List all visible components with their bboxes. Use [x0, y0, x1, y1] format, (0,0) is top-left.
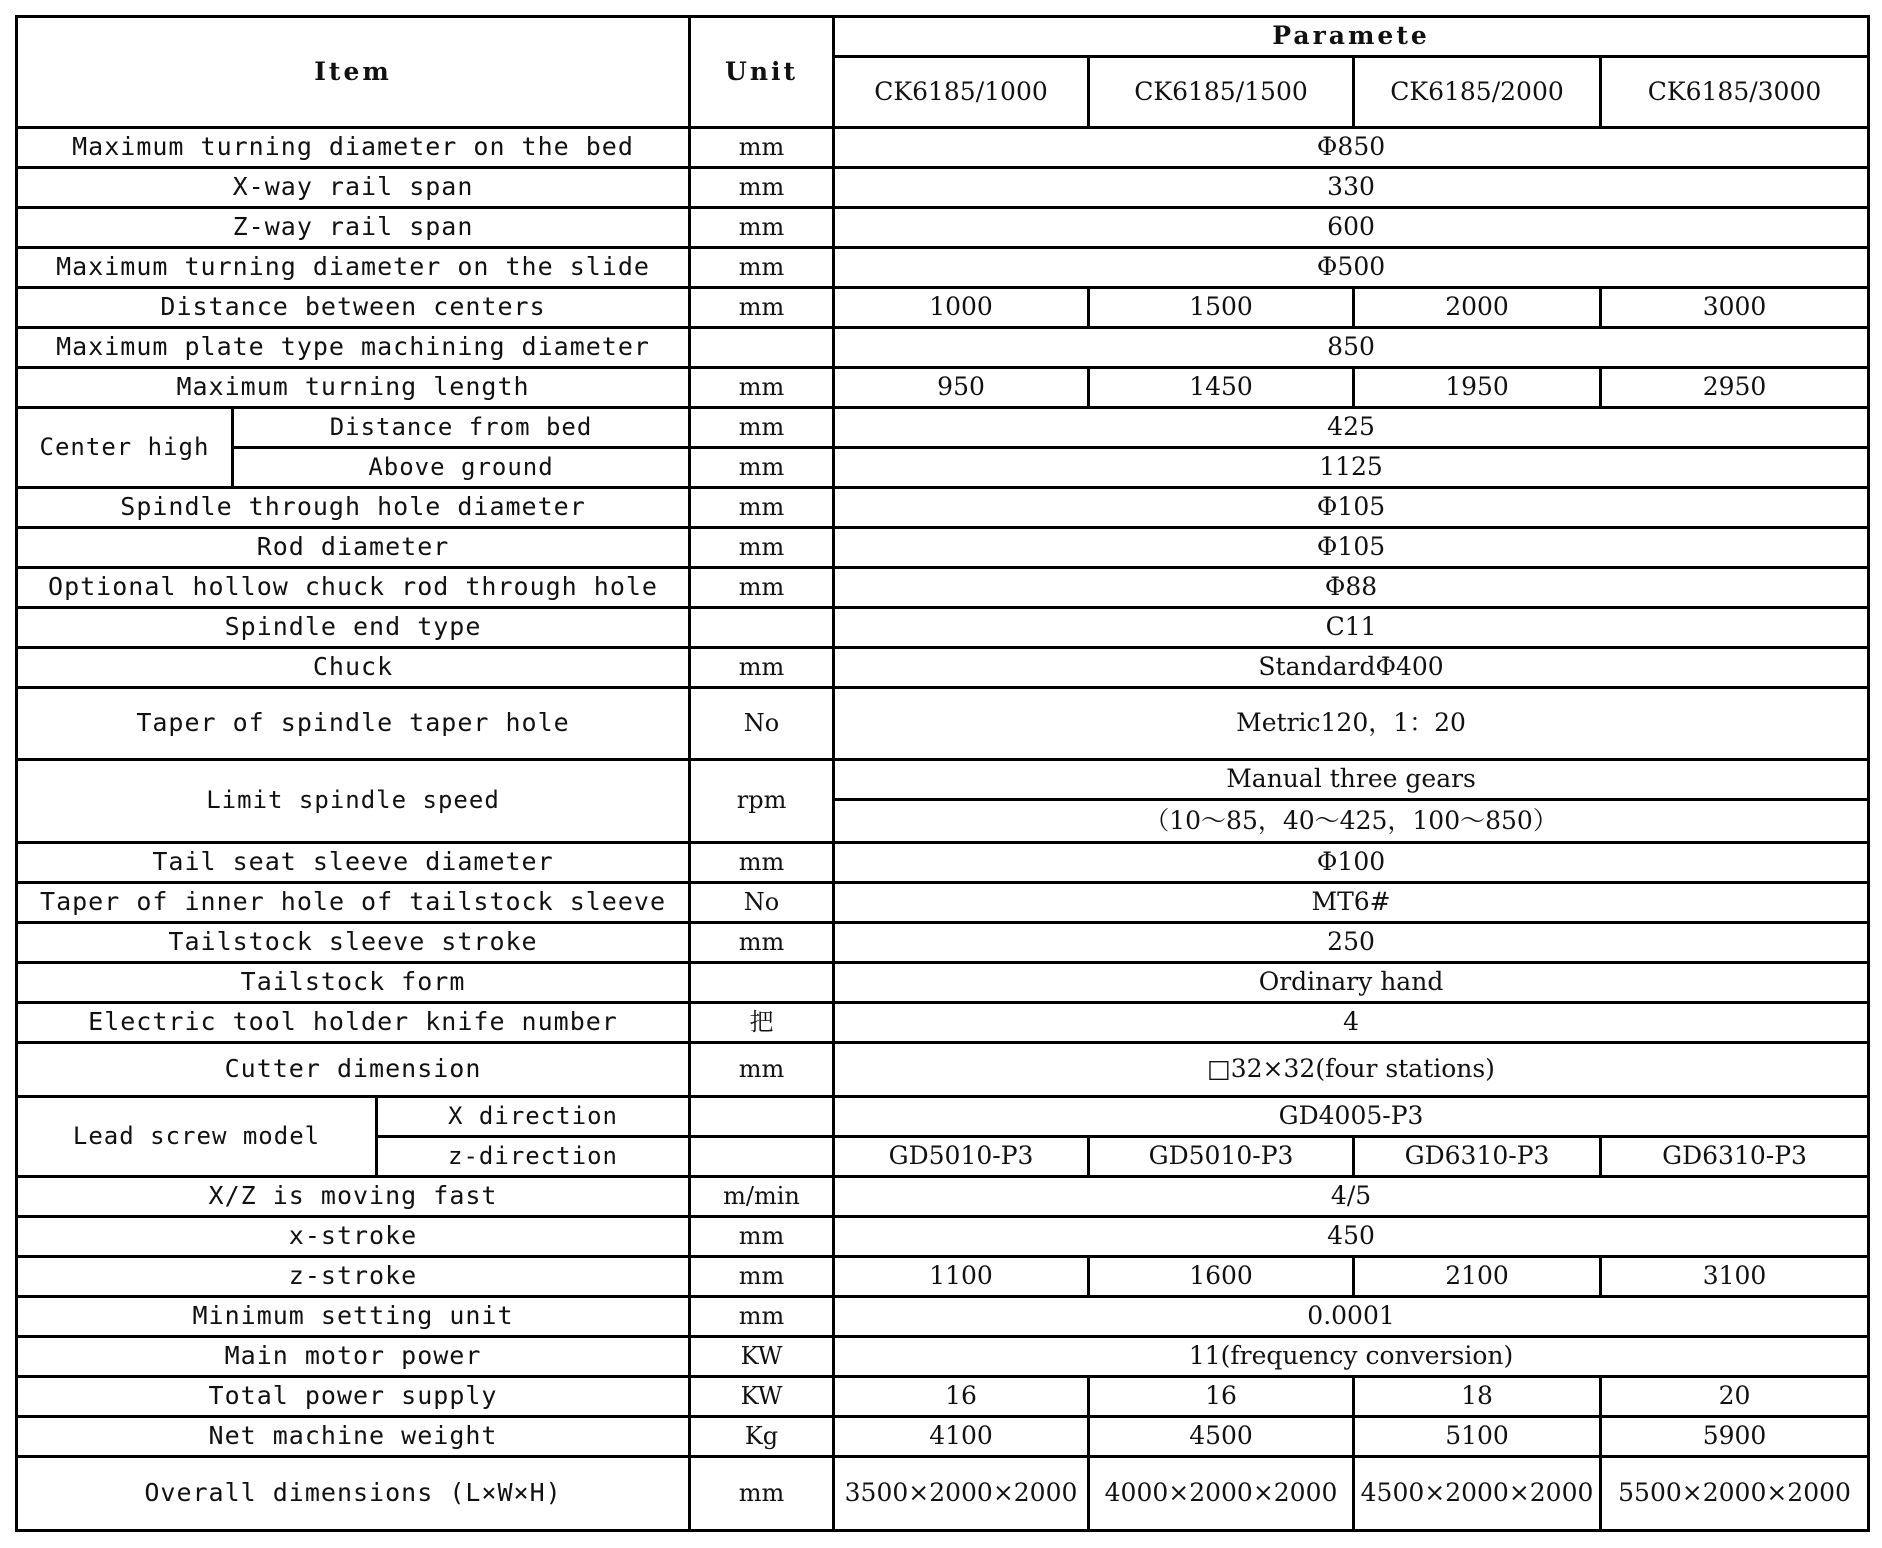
row-value: 330 [834, 168, 1869, 208]
header-parameter: Paramete [834, 17, 1869, 57]
row-value-line: （10～85，40～425，100～850） [834, 800, 1869, 843]
model-header: CK6185/2000 [1354, 57, 1601, 128]
row-unit: mm [690, 168, 834, 208]
row-label: Electric tool holder knife number [17, 1003, 690, 1043]
row-value: 4/5 [834, 1177, 1869, 1217]
row-unit: mm [690, 288, 834, 328]
spec-row [17, 1257, 1869, 1297]
spec-row [17, 288, 1869, 328]
center-high-sub-label: Distance from bed [233, 408, 690, 448]
row-unit [690, 328, 834, 368]
spec-row-center-high [17, 408, 1869, 448]
header-unit: Unit [690, 17, 834, 128]
row-unit: mm [690, 408, 834, 448]
row-value: Φ500 [834, 248, 1869, 288]
row-label: Main motor power [17, 1337, 690, 1377]
row-unit: mm [690, 208, 834, 248]
spec-row [17, 923, 1869, 963]
row-label: Tailstock sleeve stroke [17, 923, 690, 963]
row-value: Φ105 [834, 528, 1869, 568]
row-label: Tailstock form [17, 963, 690, 1003]
row-value-model-1: 950 [834, 368, 1089, 408]
row-value-model-4: 5500×2000×2000 [1601, 1457, 1869, 1531]
spec-row [17, 488, 1869, 528]
row-unit: mm [690, 1297, 834, 1337]
row-value: 250 [834, 923, 1869, 963]
spec-row-center-high [17, 448, 1869, 488]
spec-row [17, 608, 1869, 648]
row-value: □32×32(four stations) [834, 1043, 1869, 1097]
spec-row [17, 688, 1869, 760]
spec-row [17, 368, 1869, 408]
spec-row [17, 168, 1869, 208]
row-label: x-stroke [17, 1217, 690, 1257]
row-unit: mm [690, 528, 834, 568]
center-high-sub-label: Above ground [233, 448, 690, 488]
row-label: Total power supply [17, 1377, 690, 1417]
row-label: Minimum setting unit [17, 1297, 690, 1337]
row-label: Cutter dimension [17, 1043, 690, 1097]
center-high-label: Center high [17, 408, 233, 488]
row-value: C11 [834, 608, 1869, 648]
row-value: Metric120，1：20 [834, 688, 1869, 760]
row-value-model-3: 2100 [1354, 1257, 1601, 1297]
row-value: 11(frequency conversion) [834, 1337, 1869, 1377]
spec-row-lead-screw [17, 1097, 1869, 1137]
row-unit: rpm [690, 760, 834, 843]
spec-row [17, 128, 1869, 168]
row-value: Φ850 [834, 128, 1869, 168]
spec-table [15, 15, 1870, 1532]
row-label: Spindle through hole diameter [17, 488, 690, 528]
row-unit: mm [690, 568, 834, 608]
row-value: StandardΦ400 [834, 648, 1869, 688]
row-value: Ordinary hand [834, 963, 1869, 1003]
spec-row [17, 1377, 1869, 1417]
row-unit: m/min [690, 1177, 834, 1217]
row-value-line: Manual three gears [834, 760, 1869, 800]
lead-screw-label: Lead screw model [17, 1097, 377, 1177]
row-value-model-2: 1450 [1089, 368, 1354, 408]
spec-row-limit-speed [17, 760, 1869, 800]
row-unit [690, 963, 834, 1003]
row-unit: mm [690, 648, 834, 688]
row-value-model-4: 20 [1601, 1377, 1869, 1417]
row-value: Φ88 [834, 568, 1869, 608]
spec-row [17, 883, 1869, 923]
row-label: Tail seat sleeve diameter [17, 843, 690, 883]
row-label: z-stroke [17, 1257, 690, 1297]
row-value-model-1: 1000 [834, 288, 1089, 328]
row-label: Maximum turning length [17, 368, 690, 408]
model-header: CK6185/3000 [1601, 57, 1869, 128]
row-value: 600 [834, 208, 1869, 248]
row-unit: mm [690, 843, 834, 883]
row-label: Rod diameter [17, 528, 690, 568]
row-unit: KW [690, 1337, 834, 1377]
row-unit: mm [690, 1257, 834, 1297]
row-label: Maximum turning diameter on the slide [17, 248, 690, 288]
row-unit: mm [690, 1457, 834, 1531]
row-label: Spindle end type [17, 608, 690, 648]
row-value-model-1: GD5010-P3 [834, 1137, 1089, 1177]
row-value-model-4: 2950 [1601, 368, 1869, 408]
row-unit [690, 608, 834, 648]
row-value: 850 [834, 328, 1869, 368]
row-unit: mm [690, 1217, 834, 1257]
row-label: Optional hollow chuck rod through hole [17, 568, 690, 608]
spec-row [17, 1177, 1869, 1217]
row-value-model-3: GD6310-P3 [1354, 1137, 1601, 1177]
row-value-model-2: 1500 [1089, 288, 1354, 328]
spec-row [17, 1417, 1869, 1457]
row-label: Z-way rail span [17, 208, 690, 248]
row-unit: 把 [690, 1003, 834, 1043]
row-label: Overall dimensions (L×W×H) [17, 1457, 690, 1531]
row-value: Φ105 [834, 488, 1869, 528]
spec-row [17, 528, 1869, 568]
row-unit: Kg [690, 1417, 834, 1457]
row-unit [690, 1097, 834, 1137]
row-value: 1125 [834, 448, 1869, 488]
row-unit: mm [690, 488, 834, 528]
row-label: Limit spindle speed [17, 760, 690, 843]
row-value-model-4: 5900 [1601, 1417, 1869, 1457]
spec-row [17, 843, 1869, 883]
spec-row [17, 248, 1869, 288]
row-value: 425 [834, 408, 1869, 448]
header-item: Item [17, 17, 690, 128]
row-value-model-3: 1950 [1354, 368, 1601, 408]
row-value-model-3: 5100 [1354, 1417, 1601, 1457]
spec-row [17, 1457, 1869, 1531]
row-value-model-2: 16 [1089, 1377, 1354, 1417]
row-label: Distance between centers [17, 288, 690, 328]
row-unit [690, 1137, 834, 1177]
row-value-model-2: 1600 [1089, 1257, 1354, 1297]
model-header: CK6185/1000 [834, 57, 1089, 128]
spec-row [17, 963, 1869, 1003]
row-value-model-4: 3000 [1601, 288, 1869, 328]
row-label: X/Z is moving fast [17, 1177, 690, 1217]
spec-row [17, 208, 1869, 248]
spec-row [17, 1043, 1869, 1097]
row-label: Taper of spindle taper hole [17, 688, 690, 760]
row-value-model-1: 3500×2000×2000 [834, 1457, 1089, 1531]
row-unit: KW [690, 1377, 834, 1417]
row-label: Maximum turning diameter on the bed [17, 128, 690, 168]
row-value-model-1: 1100 [834, 1257, 1089, 1297]
spec-row [17, 1297, 1869, 1337]
row-unit: mm [690, 368, 834, 408]
row-unit: No [690, 688, 834, 760]
row-unit: mm [690, 923, 834, 963]
spec-row [17, 1003, 1869, 1043]
row-unit: mm [690, 248, 834, 288]
row-label: Net machine weight [17, 1417, 690, 1457]
spec-row [17, 328, 1869, 368]
lead-screw-sub-label: z-direction [377, 1137, 690, 1177]
lead-screw-sub-label: X direction [377, 1097, 690, 1137]
row-value-model-1: 4100 [834, 1417, 1089, 1457]
row-value: 4 [834, 1003, 1869, 1043]
row-unit: No [690, 883, 834, 923]
row-label: Maximum plate type machining diameter [17, 328, 690, 368]
row-unit: mm [690, 448, 834, 488]
row-value-model-4: GD6310-P3 [1601, 1137, 1869, 1177]
row-unit: mm [690, 128, 834, 168]
row-value-model-4: 3100 [1601, 1257, 1869, 1297]
row-label: Chuck [17, 648, 690, 688]
row-value-model-2: 4500 [1089, 1417, 1354, 1457]
model-header: CK6185/1500 [1089, 57, 1354, 128]
row-value: 450 [834, 1217, 1869, 1257]
row-unit: mm [690, 1043, 834, 1097]
spec-row [17, 648, 1869, 688]
row-label: X-way rail span [17, 168, 690, 208]
row-value: MT6# [834, 883, 1869, 923]
row-value-model-2: GD5010-P3 [1089, 1137, 1354, 1177]
row-value-model-3: 2000 [1354, 288, 1601, 328]
row-value-model-3: 4500×2000×2000 [1354, 1457, 1601, 1531]
row-value: 0.0001 [834, 1297, 1869, 1337]
row-value-model-1: 16 [834, 1377, 1089, 1417]
spec-row [17, 1337, 1869, 1377]
spec-row [17, 568, 1869, 608]
row-label: Taper of inner hole of tailstock sleeve [17, 883, 690, 923]
row-value: Φ100 [834, 843, 1869, 883]
row-value-model-3: 18 [1354, 1377, 1601, 1417]
row-value-model-2: 4000×2000×2000 [1089, 1457, 1354, 1531]
spec-row [17, 1217, 1869, 1257]
row-value: GD4005-P3 [834, 1097, 1869, 1137]
